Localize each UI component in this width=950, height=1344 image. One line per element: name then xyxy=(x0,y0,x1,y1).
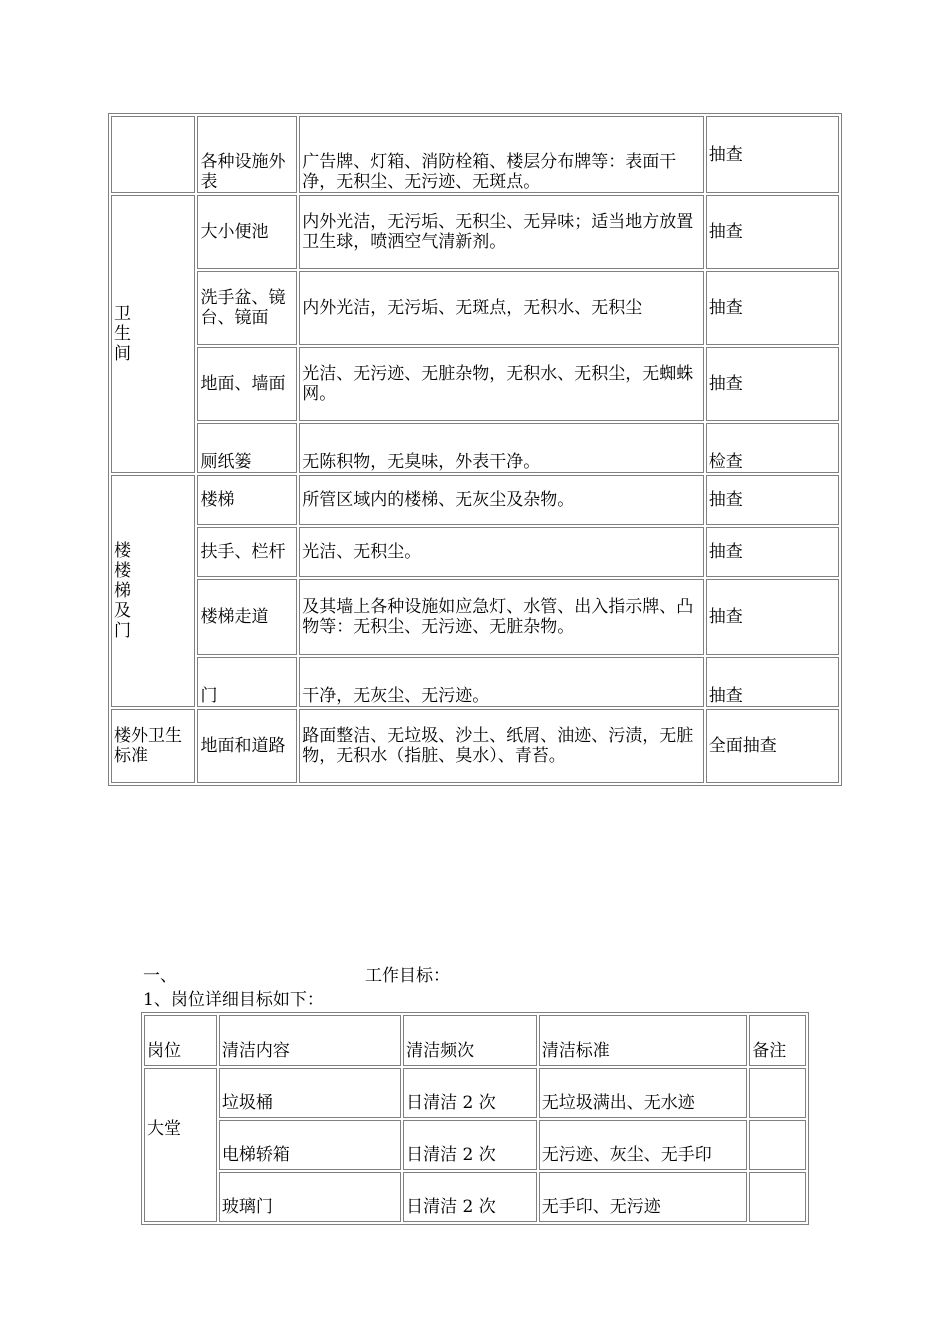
method-cell: 抽查 xyxy=(706,195,839,269)
item-cell: 扶手、栏杆 xyxy=(197,527,297,577)
standard-cell: 无污迹、灰尘、无手印 xyxy=(539,1120,748,1170)
header-standard: 清洁标准 xyxy=(539,1015,748,1066)
standard-cell: 及其墙上各种设施如应急灯、水管、出入指示牌、凸物等：无积尘、无污迹、无脏杂物。 xyxy=(299,579,704,655)
table-row xyxy=(111,116,839,193)
item-cell: 各种设施外表 xyxy=(197,116,297,193)
group-cell-restroom xyxy=(111,195,195,473)
item-cell: 大小便池 xyxy=(197,195,297,269)
frequency-cell: 日清洁 2 次 xyxy=(403,1172,537,1222)
frequency-cell: 日清洁 2 次 xyxy=(403,1068,537,1118)
cleaning-standards-table xyxy=(108,113,842,786)
note-cell xyxy=(749,1172,806,1222)
standard-cell: 光洁、无污迹、无脏杂物，无积水、无积尘，无蜘蛛网。 xyxy=(299,347,704,421)
group-cell-outdoor: 楼外卫生标准 xyxy=(111,709,195,783)
group-label: 楼楼梯及门 xyxy=(114,541,131,641)
table-row xyxy=(111,347,839,421)
table-row xyxy=(111,271,839,345)
standard-cell: 无陈积物，无臭味，外表干净。 xyxy=(299,423,704,473)
post-cell: 大堂 xyxy=(144,1068,217,1222)
table-row xyxy=(144,1068,806,1118)
item-cell: 厕纸篓 xyxy=(197,423,297,473)
group-cell xyxy=(111,116,195,193)
standard-cell: 干净，无灰尘、无污迹。 xyxy=(299,657,704,707)
method-cell: 抽查 xyxy=(706,347,839,421)
standard-cell: 无手印、无污迹 xyxy=(539,1172,748,1222)
header-frequency: 清洁频次 xyxy=(403,1015,537,1066)
item-cell: 地面、墙面 xyxy=(197,347,297,421)
group-label: 卫生间 xyxy=(114,304,131,364)
header-note: 备注 xyxy=(749,1015,806,1066)
method-cell: 抽查 xyxy=(706,657,839,707)
method-cell: 抽查 xyxy=(706,271,839,345)
header-content: 清洁内容 xyxy=(219,1015,401,1066)
method-cell: 全面抽查 xyxy=(706,709,839,783)
standard-cell: 光洁、无积尘。 xyxy=(299,527,704,577)
section-number: 一、 xyxy=(143,966,177,986)
table-row xyxy=(144,1172,806,1222)
table-row xyxy=(111,475,839,525)
section-title: 工作目标： xyxy=(365,966,450,986)
item-cell: 门 xyxy=(197,657,297,707)
post-targets-table xyxy=(141,1012,809,1225)
item-cell: 楼梯 xyxy=(197,475,297,525)
standard-cell: 内外光洁，无污垢、无斑点，无积水、无积尘 xyxy=(299,271,704,345)
method-cell: 抽查 xyxy=(706,475,839,525)
table-row xyxy=(111,423,839,473)
standard-cell: 广告牌、灯箱、消防栓箱、楼层分布牌等：表面干净，无积尘、无污迹、无斑点。 xyxy=(299,116,704,193)
item-cell: 地面和道路 xyxy=(197,709,297,783)
table-header-row xyxy=(144,1015,806,1066)
header-post: 岗位 xyxy=(144,1015,217,1066)
method-cell: 抽查 xyxy=(706,116,839,193)
table-row xyxy=(111,657,839,707)
standard-cell: 无垃圾满出、无水迹 xyxy=(539,1068,748,1118)
method-cell: 抽查 xyxy=(706,527,839,577)
note-cell xyxy=(749,1068,806,1118)
table-row xyxy=(144,1120,806,1170)
standard-cell: 所管区域内的楼梯、无灰尘及杂物。 xyxy=(299,475,704,525)
table-row xyxy=(111,709,839,783)
content-cell: 电梯轿箱 xyxy=(219,1120,401,1170)
table-row xyxy=(111,579,839,655)
item-cell: 楼梯走道 xyxy=(197,579,297,655)
method-cell: 检查 xyxy=(706,423,839,473)
standard-cell: 路面整洁、无垃圾、沙土、纸屑、油迹、污渍，无脏物，无积水（指脏、臭水）、青苔。 xyxy=(299,709,704,783)
item-cell: 洗手盆、镜台、镜面 xyxy=(197,271,297,345)
note-cell xyxy=(749,1120,806,1170)
table-row xyxy=(111,527,839,577)
frequency-cell: 日清洁 2 次 xyxy=(403,1120,537,1170)
section-subtitle: 1、岗位详细目标如下： xyxy=(143,990,324,1010)
method-cell: 抽查 xyxy=(706,579,839,655)
table-row xyxy=(111,195,839,269)
standard-cell: 内外光洁，无污垢、无积尘、无异味；适当地方放置卫生球，喷洒空气清新剂。 xyxy=(299,195,704,269)
group-cell-stairs xyxy=(111,475,195,707)
content-cell: 玻璃门 xyxy=(219,1172,401,1222)
content-cell: 垃圾桶 xyxy=(219,1068,401,1118)
